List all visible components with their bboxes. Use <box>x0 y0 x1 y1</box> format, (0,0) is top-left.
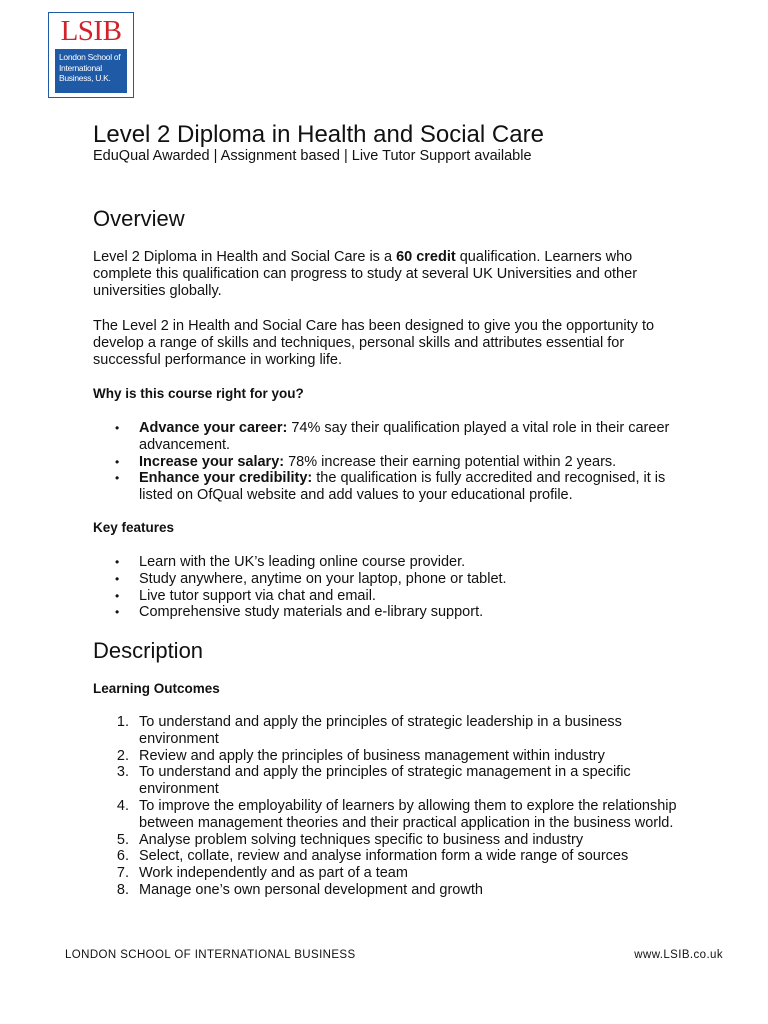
footer-website-link[interactable]: www.LSIB.co.uk <box>634 949 723 961</box>
logo-caption <box>55 49 127 93</box>
list-item <box>93 714 693 748</box>
item-text: 74% say their qualification played a vital role in their career advancement. <box>139 420 670 453</box>
item-text: Manage one’s own personal development and growth <box>139 881 483 898</box>
item-label: Enhance your credibility: <box>139 470 313 487</box>
bullet-icon: • <box>115 421 120 435</box>
logo-wordmark: LSIB <box>60 15 122 47</box>
item-text: Review and apply the principles of business management within industry <box>139 747 605 764</box>
item-text: Live tutor support via chat and email. <box>139 587 376 604</box>
bullet-icon: • <box>115 471 120 486</box>
learning-outcomes-list <box>93 714 693 899</box>
para-text: qualification. Learners who complete this qualification can progress to study at several UK Universities and other universities globally. <box>93 249 638 299</box>
bullet-icon: • <box>115 605 120 620</box>
list-item <box>93 748 693 765</box>
bullet-icon: • <box>115 555 120 569</box>
list-item <box>93 882 693 899</box>
item-number: 1. <box>116 714 129 730</box>
item-number: 4. <box>116 797 129 814</box>
item-number: 7. <box>116 865 129 882</box>
item-text: Study anywhere, anytime on your laptop, phone or tablet. <box>139 570 507 587</box>
list-item <box>93 554 693 571</box>
page-title: Level 2 Diploma in Health and Social Care <box>93 121 544 148</box>
description-heading: Description <box>93 638 204 663</box>
list-item <box>93 454 693 471</box>
overview-paragraph-2: The Level 2 in Health and Social Care has been designed to give you the opportunity to develop a range of skills and techniques, personal skills and attributes essential for successful performance in working life. <box>93 318 655 368</box>
list-item <box>93 848 693 865</box>
lsib-logo <box>48 12 134 98</box>
item-text: the qualification is fully accredited and recognised, it is listed on OfQual website and add values to your educational profile. <box>139 470 666 504</box>
list-item <box>93 588 693 605</box>
item-number: 8. <box>116 881 129 898</box>
item-text: To understand and apply the principles of strategic leadership in a business environment <box>139 714 622 747</box>
list-item <box>93 865 693 882</box>
list-item <box>93 764 693 798</box>
key-features-list <box>93 554 693 621</box>
item-text: Analyse problem solving techniques specific to business and industry <box>139 831 584 848</box>
item-text: Comprehensive study materials and e-library support. <box>139 604 484 621</box>
bullet-icon: • <box>115 454 120 469</box>
logo-line: London School of <box>59 52 121 62</box>
logo-line: Business, U.K. <box>59 73 111 83</box>
list-item <box>93 604 693 621</box>
para-text: Level 2 Diploma in Health and Social Care is a <box>93 249 397 265</box>
logo-line: International <box>59 62 102 73</box>
item-text: To improve the employability of learners by allowing them to explore the relationship between management theories and their practical application in the business world. <box>139 797 677 831</box>
list-item <box>93 470 693 504</box>
key-features-heading: Key features <box>93 520 175 535</box>
item-text: Work independently and as part of a team <box>139 865 408 882</box>
credit-value: 60 credit <box>396 249 456 265</box>
item-text: 78% increase their earning potential within 2 years. <box>284 453 617 470</box>
list-item <box>93 571 693 588</box>
bullet-icon: • <box>115 571 120 586</box>
list-item <box>93 420 693 454</box>
item-number: 5. <box>116 831 129 848</box>
learning-outcomes-heading: Learning Outcomes <box>93 681 220 696</box>
footer-organisation: LONDON SCHOOL OF INTERNATIONAL BUSINESS <box>65 949 356 961</box>
list-item <box>93 798 693 832</box>
list-item <box>93 832 693 849</box>
item-number: 2. <box>116 747 129 764</box>
why-list <box>93 420 693 504</box>
item-text: Select, collate, review and analyse information form a wide range of sources <box>139 848 629 865</box>
item-text: To understand and apply the principles of strategic management in a specific environment <box>139 764 631 798</box>
page-subtitle: EduQual Awarded | Assignment based | Live Tutor Support available <box>93 148 532 164</box>
item-text: Learn with the UK’s leading online course provider. <box>139 554 466 570</box>
item-label: Increase your salary: <box>139 453 285 470</box>
bullet-icon: • <box>115 588 120 603</box>
why-heading: Why is this course right for you? <box>93 386 304 401</box>
item-number: 6. <box>116 848 129 865</box>
overview-heading: Overview <box>93 206 185 231</box>
item-label: Advance your career: <box>139 420 288 436</box>
overview-paragraph-1 <box>93 249 693 299</box>
item-number: 3. <box>116 764 129 781</box>
